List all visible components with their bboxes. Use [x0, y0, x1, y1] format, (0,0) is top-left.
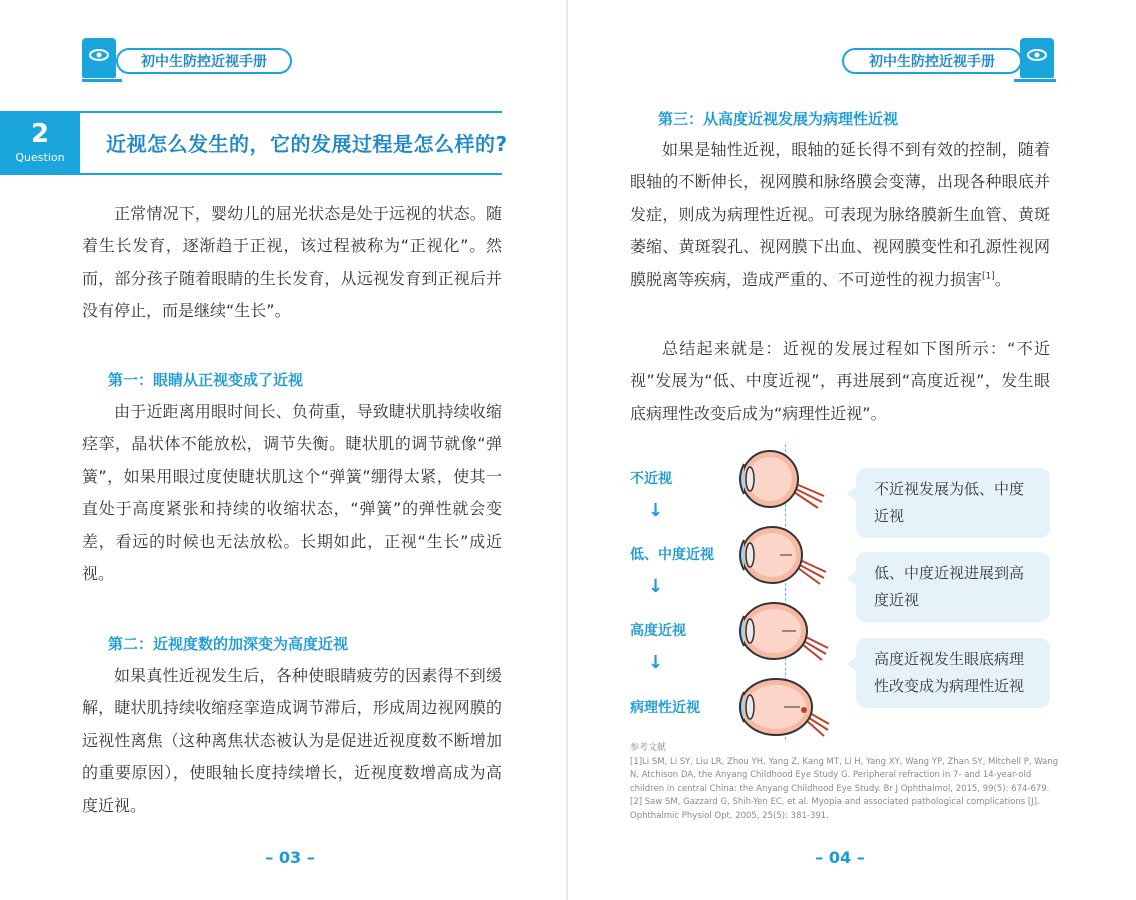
eye-low-myopia-icon	[730, 520, 830, 590]
down-arrow-icon: ↓	[648, 652, 664, 673]
question-label: Question	[15, 151, 65, 164]
title-rule-bottom	[80, 173, 502, 175]
callout-stage1: 不近视发展为低、中度近视	[856, 468, 1050, 538]
page-number: – 04 –	[815, 848, 865, 867]
references	[630, 742, 1060, 823]
reference-item: [1]Li SM, Li SY, Liu LR, Zhou YH, Yang Z, Kang MT, Li H, Yang XY, Wang YP, Zhan SY, Mitchell P, Wang N, Atchison DA, the Anyang Childhood Eye Study G. Peripheral refraction in 7- and 14-year-old children in central China: the Anyang Childhood Eye Study. Br J Ophthalmol, 2015, 99(5): 674-679.	[630, 756, 1059, 794]
question-number: 2	[30, 119, 50, 149]
callout-stage2: 低、中度近视进展到高度近视	[856, 552, 1050, 622]
down-arrow-icon: ↓	[648, 576, 664, 597]
section1-paragraph: 由于近距离用眼时间长、负荷重，导致睫状肌持续收缩痉挛，晶状体不能放松，调节失衡。睫状肌的调节就像“弹簧”，如果用眼过度使睫状肌这个“弹簧”绷得太紧，使其一直处于高度紧张和持续的收缩状态，“弹簧”的弹性就会变差，看远的时候也无法放松。长期如此，正视“生长”成近视。	[82, 402, 502, 584]
references-title: 参考文献	[630, 743, 667, 753]
section1-heading: 第一：眼睛从正视变成了近视	[108, 371, 304, 389]
citation-marker: [1]	[982, 271, 995, 282]
header-rule	[82, 79, 122, 82]
myopia-progression-diagram	[624, 440, 1064, 740]
question-badge	[0, 111, 80, 175]
eye-normal-icon	[730, 444, 830, 514]
summary-paragraph: 总结起来就是：近视的发展过程如下图所示：“不近视”发展为“低、中度近视”，再进展到“高度近视”，发生眼底病理性改变后成为“病理性近视”。	[630, 339, 1050, 423]
stage-label-high: 高度近视	[630, 623, 686, 639]
section2-paragraph: 如果真性近视发生后，各种使眼睛疲劳的因素得不到缓解，睫状肌持续收缩痉挛造成调节滞后，形成周边视网膜的远视性离焦（这种离焦状态被认为是促进近视度数不断增加的重要原因），使眼轴长度持续增长，近视度数增高成为高度近视。	[82, 666, 502, 815]
eye-high-myopia-icon	[730, 596, 830, 666]
section2-heading: 第二：近视度数的加深变为高度近视	[108, 635, 349, 653]
callout-stage3: 高度近视发生眼底病理性改变成为病理性近视	[856, 638, 1050, 708]
header-rule	[1014, 79, 1056, 82]
section3-paragraph	[630, 134, 1050, 296]
down-arrow-icon: ↓	[648, 500, 664, 521]
section3-end: 。	[994, 269, 1011, 289]
eye-icon	[1020, 38, 1054, 72]
stage-label-pathologic: 病理性近视	[630, 700, 700, 716]
stage-label-low-moderate: 低、中度近视	[630, 547, 714, 563]
intro-paragraph: 正常情况下，婴幼儿的屈光状态是处于远视的状态。随着生长发育，逐渐趋于正视，该过程被称为“正视化”。然而，部分孩子随着眼睛的生长发育，从远视发育到正视后并没有停止，而是继续“生长”。	[82, 204, 502, 321]
right-page	[568, 0, 1136, 900]
page-number: – 03 –	[265, 848, 315, 867]
section3-heading: 第三：从高度近视发展为病理性近视	[658, 110, 899, 128]
header-title: 初中生防控近视手册	[116, 48, 292, 74]
eye-pathologic-myopia-icon	[730, 672, 830, 742]
section3-text: 如果是轴性近视，眼轴的延长得不到有效的控制，随着眼轴的不断伸长，视网膜和脉络膜会变薄，出现各种眼底并发症，则成为病理性近视。可表现为脉络膜新生血管、黄斑萎缩、黄斑裂孔、视网膜下出血、视网膜变性和孔源性视网膜脱离等疾病，造成严重的、不可逆性的视力损害	[630, 140, 1050, 289]
reference-item: [2] Saw SM, Gazzard G, Shih-Yen EC, et al. Myopia and associated pathological complications [J]. Ophthalmic Physiol Opt, 2005, 25(5): 381-391.	[630, 797, 1040, 821]
eye-icon	[82, 38, 116, 72]
question-title: 近视怎么发生的，它的发展过程是怎么样的?	[106, 132, 508, 156]
title-rule-top	[80, 111, 502, 113]
stage-label-no-myopia: 不近视	[630, 471, 672, 487]
header-title: 初中生防控近视手册	[842, 48, 1022, 74]
